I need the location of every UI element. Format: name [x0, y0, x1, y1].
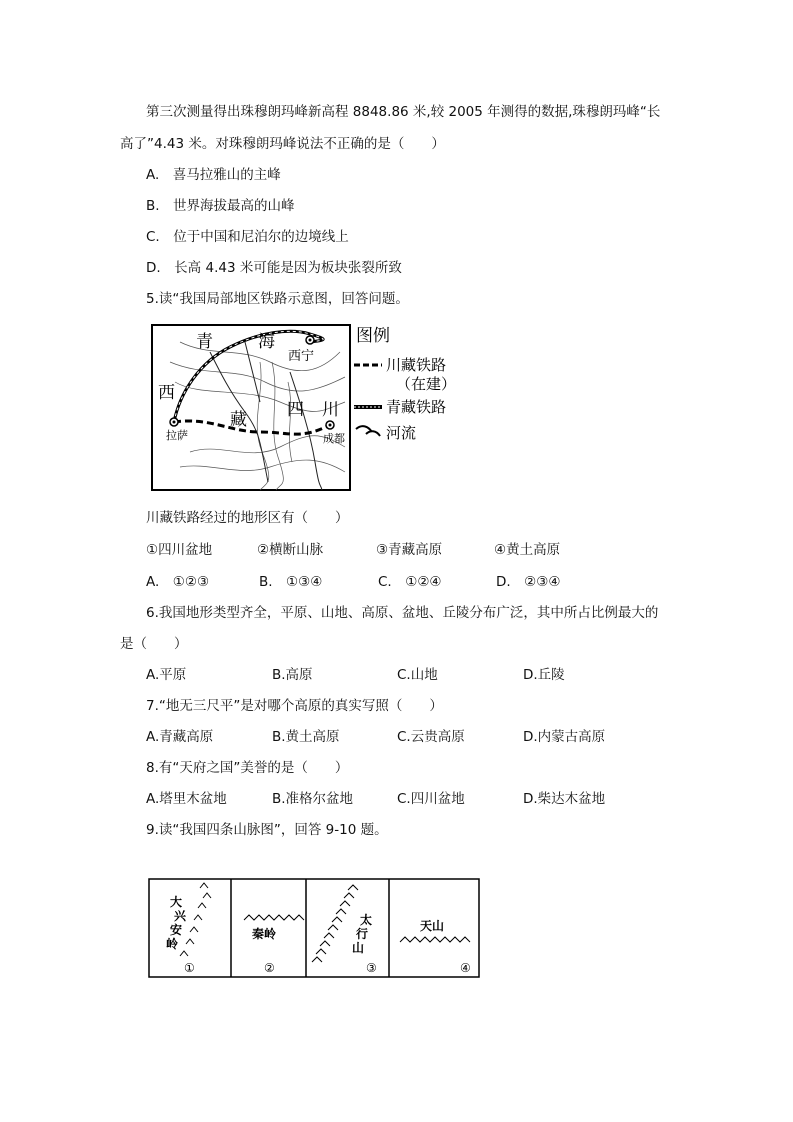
- q6-stem-line1: 6.我国地形类型齐全，平原、山地、高原、盆地、丘陵分布广泛，其中所占比例最大的: [146, 605, 659, 621]
- label-chengdu: 成都: [323, 432, 345, 445]
- q8-option-d: D.柴达木盆地: [523, 791, 606, 807]
- legend-chuanzang-note: （在建）: [396, 375, 457, 393]
- legend-river-icon: [356, 426, 380, 436]
- q5-option-a: A. ①②③: [146, 574, 210, 590]
- q6-stem-line2: 是（ ）: [120, 636, 188, 652]
- label-lasa: 拉萨: [166, 429, 188, 442]
- legend-river-label: 河流: [386, 424, 417, 442]
- panel2-label: 秦岭: [252, 927, 277, 941]
- panel3-number: ③: [366, 961, 377, 975]
- q8-stem: 8.有“天府之国”美誉的是（ ）: [146, 760, 349, 776]
- panel4-number: ④: [460, 961, 471, 975]
- q5-item-2: ②横断山脉: [257, 542, 324, 558]
- panel1-number: ①: [184, 961, 195, 975]
- q5-item-3: ③青藏高原: [376, 542, 443, 558]
- q7-option-c: C.云贵高原: [397, 729, 465, 745]
- label-qing: 青: [196, 332, 213, 352]
- q6-option-d: D.丘陵: [523, 667, 565, 683]
- q5-option-c: C. ①②④: [378, 574, 442, 590]
- q4-option-d: D. 长高 4.43 米可能是因为板块张裂所致: [146, 260, 402, 276]
- q5-option-d: D. ②③④: [496, 574, 561, 590]
- label-xining: 西宁: [288, 349, 315, 364]
- q4-option-b: B. 世界海拔最高的山峰: [146, 198, 295, 214]
- panel1-label: 大 兴 安 岭: [166, 895, 187, 951]
- q6-option-c: C.山地: [397, 667, 438, 683]
- q7-option-d: D.内蒙古高原: [523, 729, 606, 745]
- q7-option-a: A.青藏高原: [146, 729, 214, 745]
- q9-stem: 9.读“我国四条山脉图”，回答 9-10 题。: [146, 822, 388, 838]
- label-si: 四: [287, 400, 304, 420]
- q6-option-a: A.平原: [146, 667, 187, 683]
- q6-option-b: B.高原: [272, 667, 313, 683]
- panel2-number: ②: [264, 961, 275, 975]
- q5-question: 川藏铁路经过的地形区有（ ）: [146, 510, 349, 526]
- label-zang: 藏: [230, 410, 247, 430]
- legend-qingzang-label: 青藏铁路: [386, 398, 447, 416]
- legend-chuanzang-label: 川藏铁路: [386, 356, 447, 374]
- label-hai: 海: [258, 332, 275, 352]
- q4-stem-line1: 第三次测量得出珠穆朗玛峰新高程 8848.86 米,较 2005 年测得的数据,珠穆朗玛峰“长: [146, 104, 661, 120]
- label-xi: 西: [158, 383, 175, 403]
- q5-item-1: ①四川盆地: [146, 542, 213, 558]
- legend-title: 图例: [356, 326, 390, 346]
- label-chuan: 川: [322, 400, 339, 420]
- panel3-label: 太 行 山: [352, 913, 373, 955]
- q4-stem-line2: 高了”4.43 米。对珠穆朗玛峰说法不正确的是（ ）: [120, 136, 445, 152]
- railway-map: [150, 322, 470, 494]
- q8-option-c: C.四川盆地: [397, 791, 465, 807]
- q7-stem: 7.“地无三尺平”是对哪个高原的真实写照（ ）: [146, 698, 443, 714]
- mountain-ranges-figure: [148, 876, 482, 978]
- q8-option-b: B.准格尔盆地: [272, 791, 354, 807]
- q8-option-a: A.塔里木盆地: [146, 791, 227, 807]
- q5-stem: 5.读“我国局部地区铁路示意图，回答问题。: [146, 291, 409, 307]
- q4-option-a: A. 喜马拉雅山的主峰: [146, 167, 281, 183]
- map-frame: [152, 325, 350, 490]
- q7-option-b: B.黄土高原: [272, 729, 340, 745]
- q4-option-c: C. 位于中国和尼泊尔的边境线上: [146, 229, 349, 245]
- q5-option-b: B. ①③④: [259, 574, 323, 590]
- panel4-label: 天山: [420, 919, 445, 933]
- q5-item-4: ④黄土高原: [494, 542, 561, 558]
